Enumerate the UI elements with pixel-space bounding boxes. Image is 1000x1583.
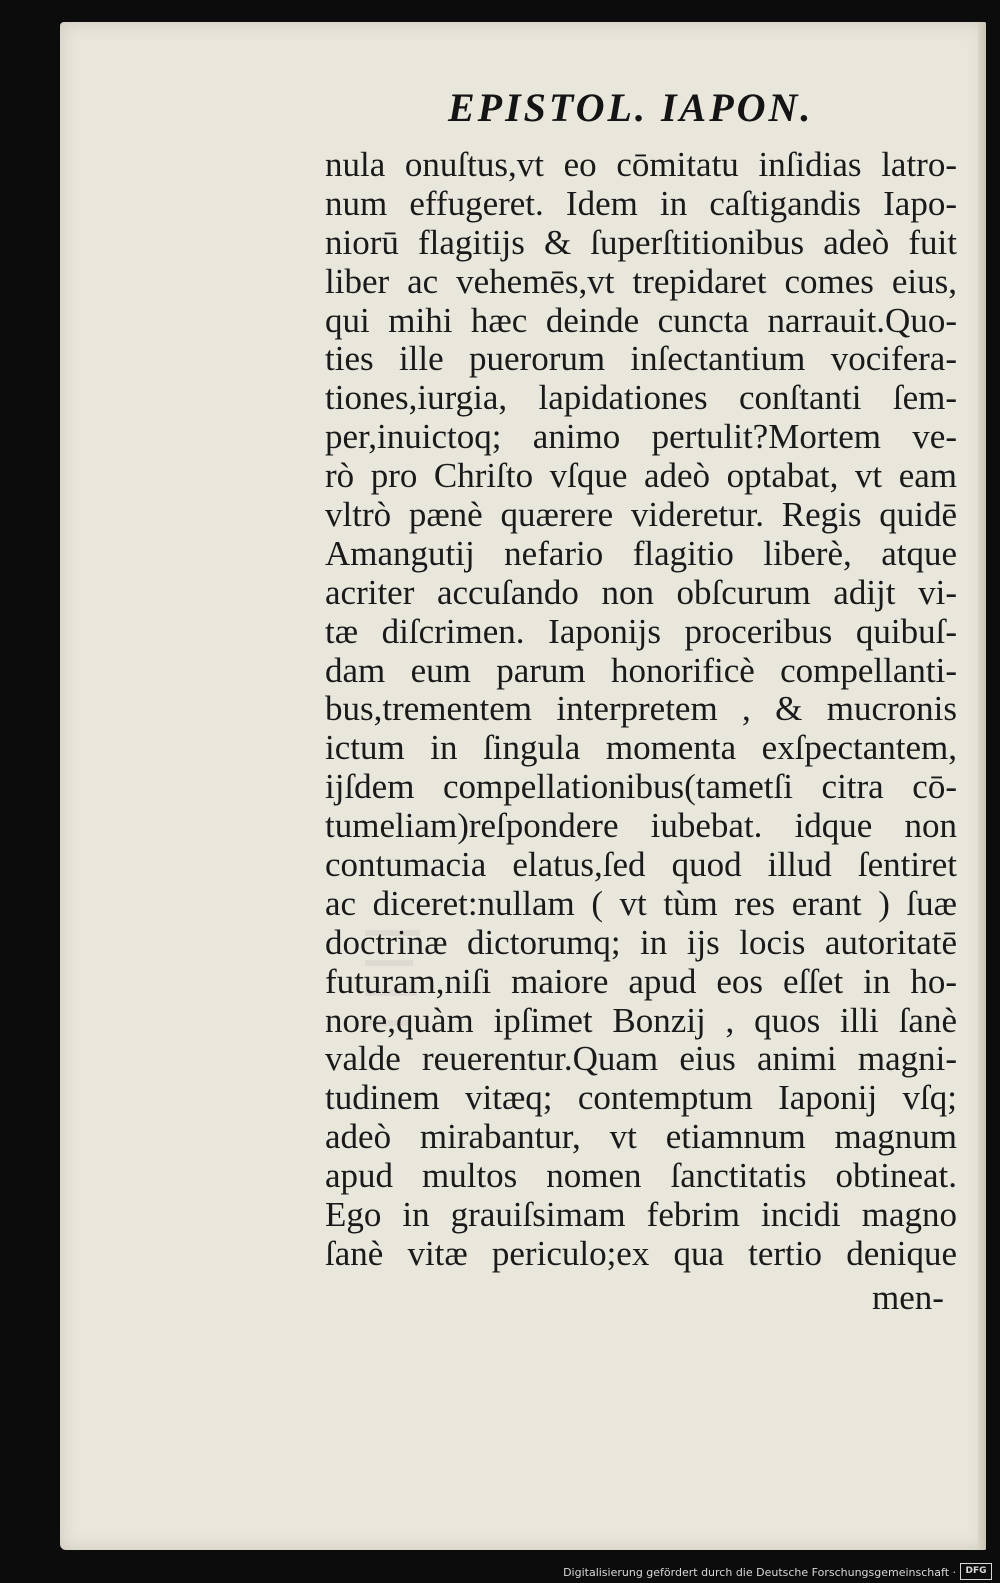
text-line: bus,trementem interpretem , & mucronis xyxy=(325,689,957,729)
text-line: tudinem vitæq; contemptum Iaponij vſq; xyxy=(325,1078,957,1118)
text-line: contumacia elatus,ſed quod illud ſentiret xyxy=(325,845,957,885)
text-line: nula onuſtus,vt eo cōmitatu inſidias latro- xyxy=(325,145,957,184)
running-head: EPISTOL. IAPON. xyxy=(448,85,814,130)
text-line: num effugeret. Idem in caſtigandis Iapo- xyxy=(325,183,957,223)
dfg-logo: DFG xyxy=(960,1563,992,1580)
text-line: nore,quàm ipſimet Bonzij , quos illi ſanè xyxy=(325,1000,957,1040)
text-line: vltrò pænè quærere videretur. Regis quidē xyxy=(325,495,957,535)
text-line: ſanè vitæ periculo;ex qua tertio denique xyxy=(325,1233,957,1273)
text-line: niorū flagitijs & ſuperſtitionibus adeò fuit xyxy=(325,222,957,262)
text-line: ictum in ſingula momenta exſpectantem, xyxy=(325,728,957,768)
text-line: tiones,iurgia, lapidationes conſtanti ſem- xyxy=(325,378,957,418)
text-line: adeò mirabantur, vt etiamnum magnum xyxy=(325,1117,957,1157)
text-line: tumeliam)reſpondere iubebat. idque non xyxy=(325,806,957,846)
text-line: ac diceret:nullam ( vt tùm res erant ) ſuæ xyxy=(325,883,957,923)
text-line: per,inuictoq; animo pertulit?Mortem ve- xyxy=(325,417,957,457)
text-line: qui mihi hæc deinde cuncta narrauit.Quo- xyxy=(325,300,957,340)
page-edge xyxy=(978,22,986,1550)
text-line: ijſdem compellationibus(tametſi citra cō- xyxy=(325,767,957,807)
text-line: Amangutij nefario flagitio liberè, atque xyxy=(325,533,957,573)
text-line: Ego in grauiſsimam febrim incidi magno xyxy=(325,1195,957,1235)
text-line: futuram,niſi maiore apud eos eſſet in ho- xyxy=(325,961,957,1001)
text-line: liber ac vehemēs,vt trepidaret comes eius, xyxy=(325,261,957,301)
text-line: valde reuerentur.Quam eius animi magni- xyxy=(325,1039,957,1079)
text-line: ties ille puerorum inſectantium vocifera- xyxy=(325,339,957,379)
body-text xyxy=(325,146,957,1274)
catchword: men- xyxy=(872,1278,944,1317)
text-line: acriter accuſando non obſcurum adijt vi- xyxy=(325,572,957,612)
text-line: dam eum parum honorificè compellanti- xyxy=(325,650,957,690)
text-line: apud multos nomen ſanctitatis obtineat. xyxy=(325,1156,957,1196)
text-line: rò pro Chriſto vſque adeò optabat, vt eam xyxy=(325,456,957,496)
digitization-credit: Digitalisierung gefördert durch die Deutsche Forschungsgemeinschaft · xyxy=(563,1566,956,1579)
text-line: tæ diſcrimen. Iaponijs proceribus quibuſ- xyxy=(325,611,957,651)
text-line: doctrinæ dictorumq; in ijs locis autoritatē xyxy=(325,922,957,962)
